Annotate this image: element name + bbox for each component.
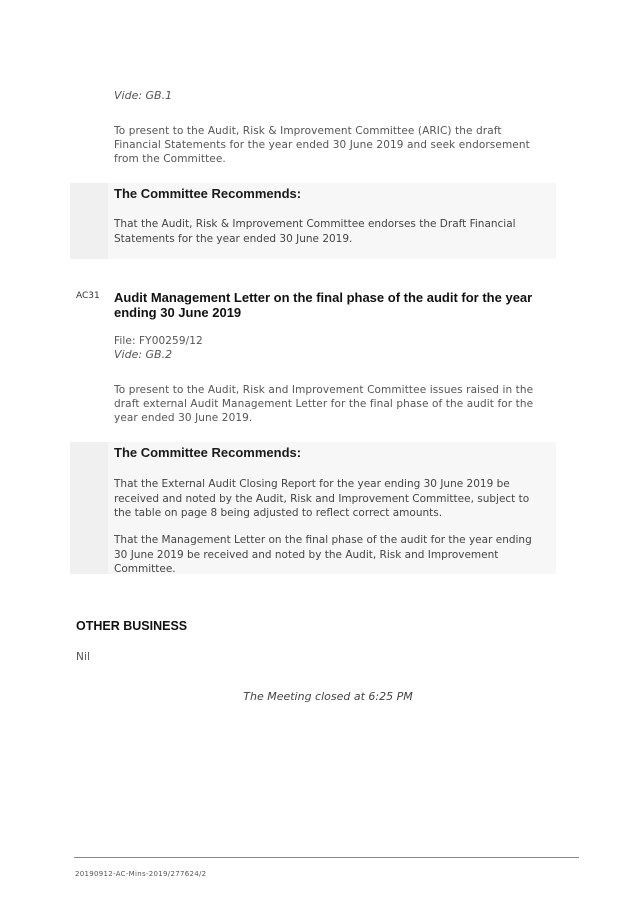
item-purpose: To present to the Audit, Risk & Improvement Committee (ARIC) the draft Financial Statements for the year ended 30 June 2019 and seek endorsement from the Committee. (114, 125, 530, 165)
recommendation-box (70, 183, 556, 259)
section-heading: OTHER BUSINESS (76, 619, 188, 633)
recommendation-margin (70, 183, 108, 259)
vide-reference: Vide: GB.1 (114, 89, 173, 102)
item-title: Audit Management Letter on the final phase of the audit for the year ending 30 June 2019 (114, 290, 533, 320)
item-purpose: To present to the Audit, Risk and Improvement Committee issues raised in the draft external Audit Management Letter for the final phase of the audit for the year ended 30 June 2019. (114, 384, 534, 424)
recommendation-title: The Committee Recommends: (114, 445, 302, 460)
recommendation-text: That the Audit, Risk & Improvement Committee endorses the Draft Financial Statements for the year ended 30 June 2019. (114, 218, 516, 245)
document-reference: 20190912-AC-Mins-2019/277624/2 (75, 870, 207, 878)
file-reference: File: FY00259/12 (114, 335, 203, 347)
footer-divider (74, 857, 579, 858)
recommendation-text: That the External Audit Closing Report for the year ending 30 June 2019 be received and noted by the Audit, Risk and Improvement Committee, subject to the table on page 8 being adjusted to reflect correct amounts. (114, 478, 530, 519)
vide-reference: Vide: GB.2 (114, 348, 173, 361)
item-number: AC31 (76, 291, 100, 301)
section-text: Nil (76, 651, 90, 663)
recommendation-margin (70, 442, 108, 574)
recommendation-box (70, 442, 556, 574)
meeting-closed-text: The Meeting closed at 6:25 PM (243, 690, 413, 703)
recommendation-title: The Committee Recommends: (114, 186, 302, 201)
recommendation-text: That the Management Letter on the final phase of the audit for the year ending 30 June 2019 be received and noted by the Audit, Risk and Improvement Committee. (114, 534, 532, 575)
